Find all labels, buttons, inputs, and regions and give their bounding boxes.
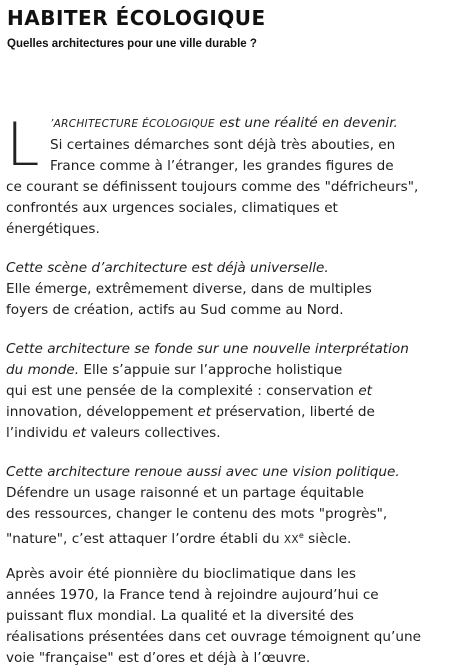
paragraph-4-line-2: Défendre un usage raisonné et un partage équitable [6, 485, 365, 501]
paragraph-3-line-3 [6, 381, 446, 402]
text-run: l’individu [6, 425, 73, 441]
paragraph-3 [6, 339, 446, 444]
paragraph-1-line-6: énergétiques. [6, 221, 100, 237]
drop-cap: L [6, 110, 40, 180]
text-run: Elle s’appuie sur l’approche holistique [79, 362, 343, 378]
paragraph-1-line-1 [6, 113, 446, 135]
paragraph-2 [6, 258, 446, 321]
paragraph-5-line-1: Après avoir été pionnière du bioclimatique dans les [6, 566, 356, 582]
italic-word: et [72, 425, 86, 441]
text-run: siècle. [303, 531, 352, 547]
paragraph-5-line-4: réalisations présentées dans cet ouvrage témoignent qu’une [6, 629, 421, 645]
paragraph-2-line-2: Elle émerge, extrêmement diverse, dans de multiples [6, 281, 372, 297]
century-superscript: e [298, 531, 304, 540]
paragraph-1 [6, 110, 446, 240]
paragraph-4-line-1: Cette architecture renoue aussi avec une vision politique. [6, 464, 400, 480]
paragraph-1-line-5: confrontés aux urgences sociales, climatiques et [6, 200, 338, 216]
paragraph-5 [6, 564, 446, 669]
paragraph-5-line-5: voie "française" est d’ores et déjà à l’œuvre. [6, 650, 311, 666]
paragraph-3-line-4 [6, 402, 446, 423]
paragraph-2-line-1: Cette scène d’architecture est déjà universelle. [6, 260, 329, 276]
paragraph-3-line-5 [6, 423, 446, 444]
paragraph-1-line-2: Si certaines démarches sont déjà très abouties, en [50, 137, 396, 153]
text-run: "nature", c’est attaquer l’ordre établi du [6, 531, 284, 547]
text-run: innovation, développement [6, 404, 198, 420]
page-subtitle: Quelles architectures pour une ville durable ? [7, 38, 257, 50]
italic-word: et [358, 383, 373, 399]
text-run: préservation, liberté de [211, 404, 375, 420]
page-title: HABITER ÉCOLOGIQUE [7, 6, 266, 30]
paragraph-1-line-3: France comme à l’étranger, les grandes figures de [50, 158, 394, 174]
italic-word: et [197, 404, 212, 420]
paragraph-3-line-1: Cette architecture se fonde sur une nouvelle interprétation [6, 341, 409, 357]
text-run: valeurs collectives. [86, 425, 221, 441]
paragraph-5-line-3: puissant flux mondial. La qualité et la diversité des [6, 608, 354, 624]
paragraph-1-line-4: ce courant se définissent toujours comme des "défricheurs", [6, 179, 419, 195]
century-numeral: XX [283, 534, 299, 546]
text-run: qui est une pensée de la complexité : conservation [6, 383, 359, 399]
paragraph-5-line-2: années 1970, la France tend à rejoindre aujourd’hui ce [6, 587, 379, 603]
paragraph-4-line-4 [6, 525, 446, 551]
paragraph-2-line-3: foyers de création, actifs au Sud comme au Nord. [6, 302, 344, 318]
italic-phrase: est une réalité en devenir. [214, 115, 398, 131]
paragraph-4-line-3: des ressources, changer le contenu des mots "progrès", [6, 506, 388, 522]
paragraph-3-line-2 [6, 360, 446, 381]
paragraph-4 [6, 462, 446, 551]
small-caps-phrase: ’ARCHITECTURE ÉCOLOGIQUE [50, 118, 215, 130]
italic-phrase: du monde. [6, 362, 80, 378]
